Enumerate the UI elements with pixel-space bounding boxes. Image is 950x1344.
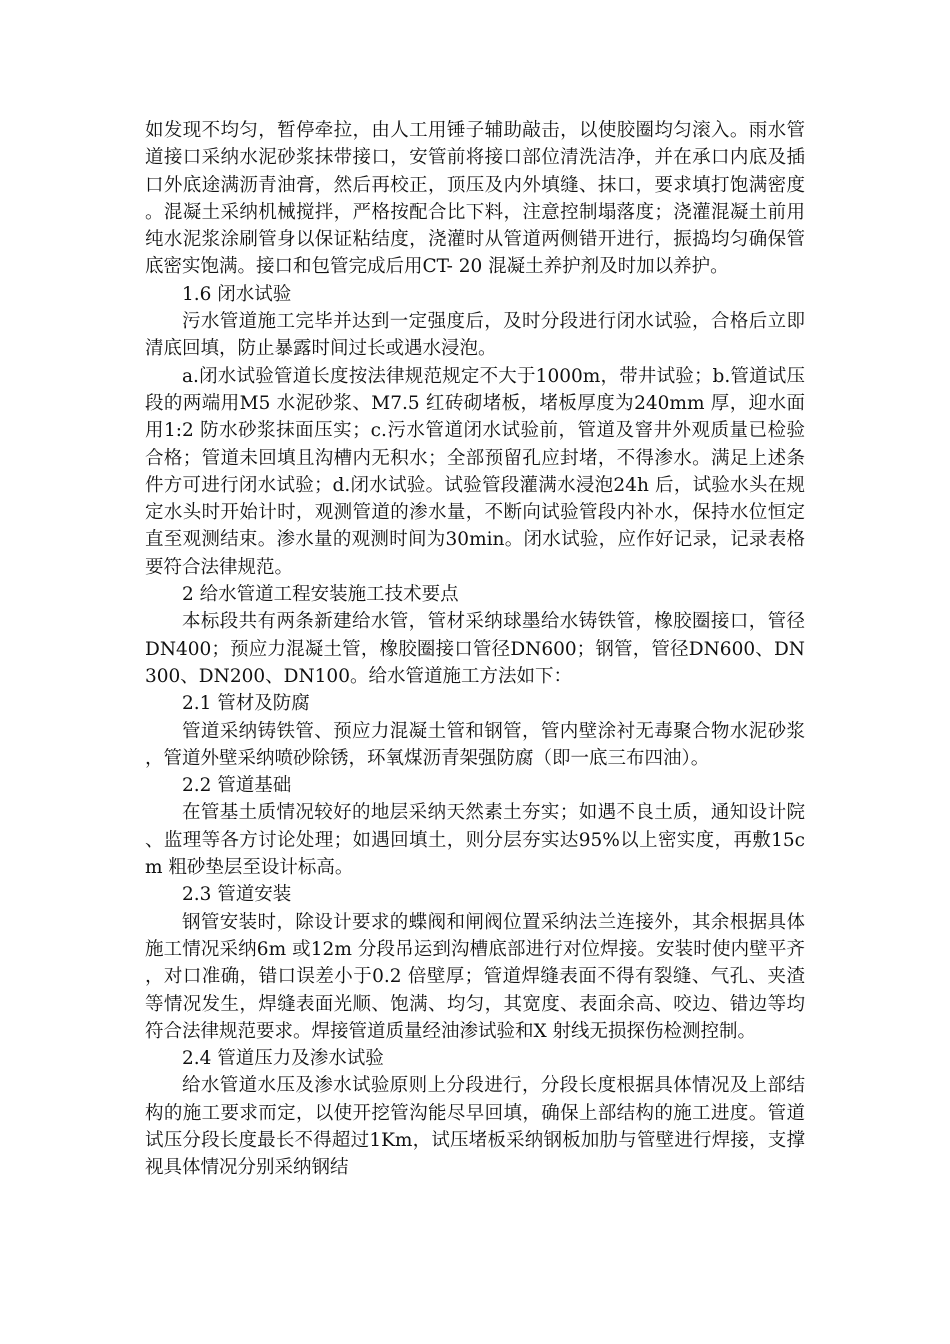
body-paragraph: 污水管道施工完毕并达到一定强度后，及时分段进行闭水试验，合格后立即清底回填，防止暴露时间过长或遇水浸泡。 [145, 311, 805, 360]
body-paragraph: 在管基土质情况较好的地层采纳天然素土夯实；如遇不良土质，通知设计院、监理等各方讨论处理；如遇回填土，则分层夯实达95%以上密实度，再敷15cm 粗砂垫层至设计标高。 [145, 802, 805, 879]
body-paragraph: 给水管道水压及渗水试验原则上分段进行，分段长度根据具体情况及上部结构的施工要求而定，以使开挖管沟能尽早回填，确保上部结构的施工进度。管道试压分段长度最长不得超过1Km，试压堵板采纳钢板加肋与管壁进行焊接，支撑视具体情况分别采纳钢结 [145, 1075, 805, 1179]
section-heading: 1.6 闭水试验 [182, 283, 292, 305]
document-body [145, 117, 805, 1182]
section-heading: 2.2 管道基础 [182, 775, 292, 797]
body-paragraph: 钢管安装时，除设计要求的蝶阀和闸阀位置采纳法兰连接外，其余根据具体施工情况采纳6m 或12m 分段吊运到沟槽底部进行对位焊接。安装时使内壁平齐，对口准确，错口误差小于0.2 倍壁厚；管道焊缝表面不得有裂缝、气孔、夹渣等情况发生，焊缝表面光顺、饱满、均匀，其宽度、表面余高、咬边、错边等均符合法律规范要求。焊接管道质量经油渗试验和X 射线无损探伤检测控制。 [145, 911, 805, 1042]
section-heading: 2 给水管道工程安装施工技术要点 [182, 584, 459, 606]
body-paragraph: 管道采纳铸铁管、预应力混凝土管和钢管，管内壁涂衬无毒聚合物水泥砂浆，管道外壁采纳喷砂除锈，环氧煤沥青架强防腐（即一底三布四油）。 [145, 720, 805, 769]
body-paragraph: a.闭水试验管道长度按法律规范规定不大于1000m，带井试验；b.管道试压段的两端用M5 水泥砂浆、M7.5 红砖砌堵板，堵板厚度为240mm 厚，迎水面用1:2 防水砂浆抹面压实；c.污水管道闭水试验前，管道及窨井外观质量已检验合格；管道未回填且沟槽内无积水；全部预留孔应封堵，不得渗水。满足上述条件方可进行闭水试验；d.闭水试验。试验管段灌满水浸泡24h 后，试验水头在规定水头时开始计时，观测管道的渗水量，不断向试验管段内补水，保持水位恒定直至观测结束。渗水量的观测时间为30min。闭水试验，应作好记录，记录表格要符合法律规范。 [145, 365, 805, 578]
body-paragraph: 如发现不均匀，暂停牵拉，由人工用锤子辅助敲击，以使胶圈均匀滚入。雨水管道接口采纳水泥砂浆抹带接口，安管前将接口部位清洗洁净，并在承口内底及插口外底途满沥青油膏，然后再校正，顶压及内外填缝、抹口，要求填打饱满密度。混凝土采纳机械搅拌，严格按配合比下料，注意控制塌落度；浇灌混凝土前用纯水泥浆涂刷管身以保证粘结度，浇灌时从管道两侧错开进行，振捣均匀确保管底密实饱满。接口和包管完成后用CT- 20 混凝土养护剂及时加以养护。 [145, 120, 805, 278]
section-heading: 2.1 管材及防腐 [182, 693, 310, 715]
section-heading: 2.4 管道压力及渗水试验 [182, 1048, 384, 1070]
body-paragraph: 本标段共有两条新建给水管，管材采纳球墨给水铸铁管，橡胶圈接口，管径DN400；预应力混凝土管，橡胶圈接口管径DN600；钢管，管径DN600、DN300、DN200、DN100。给水管道施工方法如下： [145, 611, 805, 687]
section-heading: 2.3 管道安装 [182, 884, 292, 906]
